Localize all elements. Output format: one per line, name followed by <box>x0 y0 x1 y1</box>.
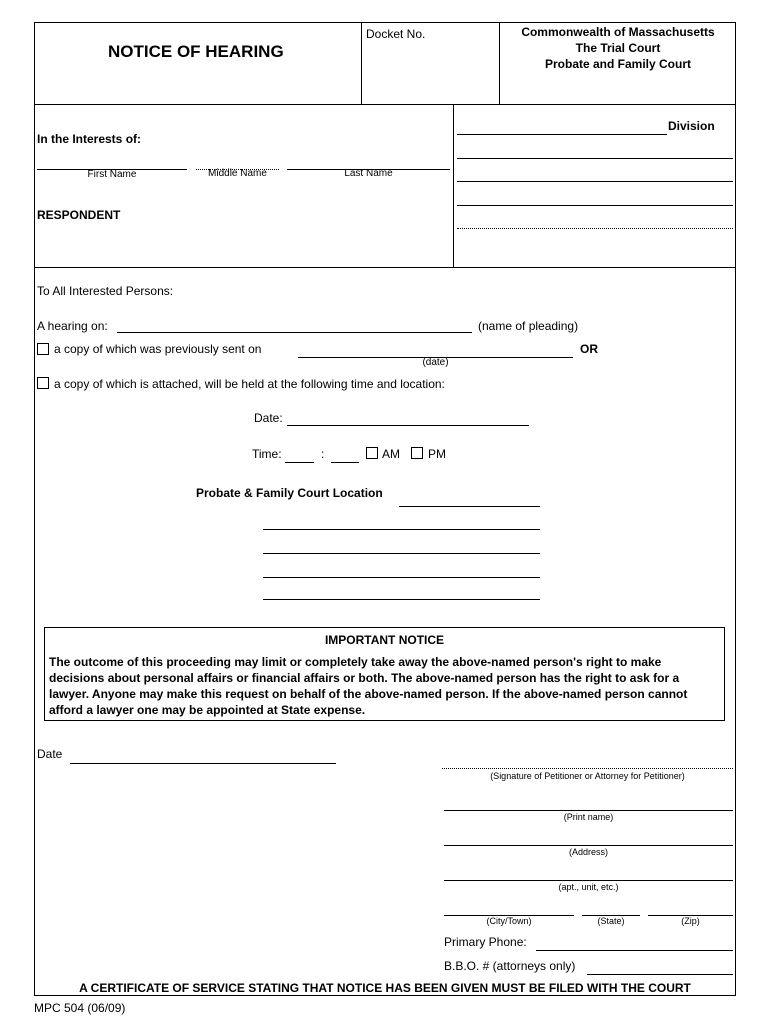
pm-checkbox[interactable] <box>411 447 423 459</box>
pleading-name-input[interactable] <box>117 316 472 333</box>
notice-heading: IMPORTANT NOTICE <box>324 633 445 647</box>
court-line-3: Probate and Family Court <box>544 57 692 71</box>
division-line-5 <box>457 228 733 229</box>
division-label: Division <box>668 119 715 133</box>
location-line-3[interactable] <box>263 537 540 554</box>
time-hour-input[interactable] <box>285 446 314 463</box>
interests-label: In the Interests of: <box>37 132 142 146</box>
bbo-input[interactable] <box>587 958 733 975</box>
location-line-1[interactable] <box>399 490 540 507</box>
am-checkbox[interactable] <box>366 447 378 459</box>
division-line-3[interactable] <box>457 165 733 182</box>
important-notice-box <box>44 627 725 721</box>
respondent-label: RESPONDENT <box>37 208 121 222</box>
first-name-caption: First Name <box>87 169 137 180</box>
divider-respondent <box>34 267 736 268</box>
time-colon: : <box>321 447 325 461</box>
signature-caption: (Signature of Petitioner or Attorney for Petitioner) <box>490 771 685 781</box>
signature-date-label: Date <box>37 747 63 761</box>
zip-input[interactable] <box>648 899 733 916</box>
signature-date-input[interactable] <box>70 747 336 764</box>
divider-vertical-docket <box>499 22 500 104</box>
hearing-date-label: Date: <box>254 411 283 425</box>
court-name <box>502 24 734 72</box>
court-line-2: The Trial Court <box>575 41 661 55</box>
division-line-2[interactable] <box>457 142 733 159</box>
divider-vertical-division <box>453 104 454 267</box>
state-caption: (State) <box>597 916 625 926</box>
notice-body: The outcome of this proceeding may limit or completely take away the above-named person's right to make decisions about personal affairs or financial affairs or both. The above-named person has the right to ask for a lawyer. Anyone may make this request on behalf of the above-named person. If the above-named person cannot afford a lawyer one may be appointed at State expense. <box>49 655 688 717</box>
bbo-label: B.B.O. # (attorneys only) <box>444 959 576 973</box>
zip-caption: (Zip) <box>681 916 700 926</box>
form-id: MPC 504 (06/09) <box>34 1001 126 1015</box>
pleading-caption: (name of pleading) <box>478 319 579 333</box>
apt-caption: (apt., unit, etc.) <box>558 882 619 892</box>
court-line-1: Commonwealth of Massachusetts <box>521 25 715 39</box>
page-title: NOTICE OF HEARING <box>108 42 284 61</box>
last-name-caption: Last Name <box>344 168 393 179</box>
location-line-2[interactable] <box>263 513 540 530</box>
pm-label: PM <box>428 447 446 461</box>
address-input[interactable] <box>444 829 733 846</box>
hearing-date-input[interactable] <box>287 409 529 426</box>
time-label: Time: <box>252 447 282 461</box>
location-line-5[interactable] <box>263 583 540 600</box>
docket-number-input[interactable] <box>368 80 490 96</box>
to-all-label: To All Interested Persons: <box>37 284 174 298</box>
city-caption: (City/Town) <box>486 916 532 926</box>
attached-checkbox[interactable] <box>37 377 49 389</box>
sent-date-input[interactable] <box>298 341 573 358</box>
hearing-on-label: A hearing on: <box>37 319 108 333</box>
division-input[interactable] <box>457 118 667 135</box>
am-label: AM <box>382 447 400 461</box>
print-name-caption: (Print name) <box>563 812 614 822</box>
sent-option-label: a copy of which was previously sent on <box>54 342 262 356</box>
first-name-input[interactable] <box>37 153 187 170</box>
state-input[interactable] <box>582 899 640 916</box>
address-caption: (Address) <box>568 847 608 857</box>
or-label: OR <box>580 342 598 356</box>
city-input[interactable] <box>444 899 574 916</box>
print-name-input[interactable] <box>444 794 733 811</box>
sent-checkbox[interactable] <box>37 343 49 355</box>
docket-label: Docket No. <box>366 27 426 41</box>
divider-header <box>34 104 736 105</box>
phone-input[interactable] <box>536 934 733 951</box>
apt-input[interactable] <box>444 864 733 881</box>
time-minute-input[interactable] <box>331 446 359 463</box>
division-line-4[interactable] <box>457 189 733 206</box>
attached-option-label: a copy of which is attached, will be held at the following time and location: <box>54 377 445 391</box>
location-label: Probate & Family Court Location <box>196 486 383 500</box>
phone-label: Primary Phone: <box>444 935 527 949</box>
divider-vertical-title <box>361 22 362 104</box>
certificate-notice: A CERTIFICATE OF SERVICE STATING THAT NOTICE HAS BEEN GIVEN MUST BE FILED WITH THE COURT <box>79 981 691 995</box>
date-caption: (date) <box>422 357 449 368</box>
middle-name-caption: Middle Name <box>208 168 267 179</box>
signature-line <box>442 768 733 769</box>
location-line-4[interactable] <box>263 561 540 578</box>
